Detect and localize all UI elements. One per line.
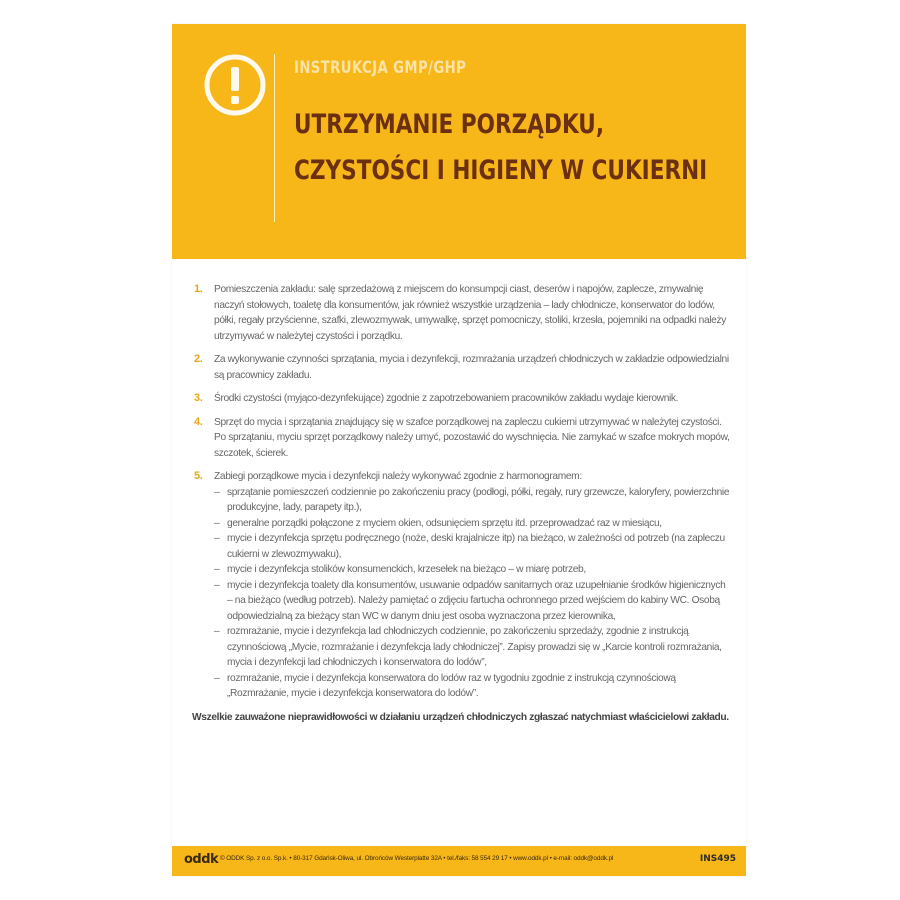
final-note: Wszelkie zauważone nieprawidłowości w działaniu urządzeń chłodniczych zgłaszać natychmiast właścicielowi zakładu.	[192, 711, 729, 723]
item-text: Środki czystości (myjąco-dezynfekujące) zgodnie z zapotrzebowaniem pracowników zakładu wydaje kierownik.	[214, 393, 679, 404]
schedule-item: – rozmrażanie, mycie i dezynfekcja lad chłodniczych codziennie, po zakończeniu sprzedaży, zgodnie z instrukcją czynnościową „Mycie, rozmrażanie i dezynfekcja lady chłodniczej”. Zapisy prowadzi się w „Karcie kontroli rozmrażania, mycia i dezynfekcji lad chłodniczych i konserwatora do lodów”,	[214, 626, 722, 668]
schedule-list	[214, 485, 732, 702]
page-title	[294, 102, 707, 194]
oddk-logo: oddk	[184, 852, 219, 867]
schedule-item: – sprzątanie pomieszczeń codziennie po zakończeniu pracy (podłogi, półki, regały, rury grzewcze, kaloryfery, powierzchnie produkcyjne, lady, parapety itp.),	[214, 486, 730, 513]
document-code: INS495	[699, 854, 736, 864]
list-item	[192, 469, 732, 702]
schedule-item: – mycie i dezynfekcja stolików konsumenckich, krzesełek na bieżąco – w miarę potrzeb,	[214, 564, 586, 575]
list-item	[192, 352, 732, 383]
item-number: 1.	[194, 283, 203, 295]
poster-footer	[172, 846, 746, 876]
item-number: 5.	[194, 470, 203, 482]
schedule-item: – generalne porządki połączone z myciem okien, odsunięciem sprzętu itd. przeprowadzać raz w miesiącu,	[214, 517, 662, 529]
item-text: Sprzęt do mycia i sprzątania znajdujący się w szafce porządkowej na zapleczu cukierni utrzymywać w należytej czystości. Po sprzątaniu, myciu sprzęt porządkowy należy umyć, pozostawić do wyschnięcia. Nie zamykać w szafce mokrych mopów, szczotek, ścierek.	[214, 416, 730, 459]
instruction-poster	[172, 24, 746, 876]
item-number: 3.	[194, 392, 203, 404]
list-item	[192, 391, 732, 407]
schedule-item: – mycie i dezynfekcja sprzętu podręcznego (noże, deski krajalnicze itp) na bieżąco, w zależności od potrzeb (na zapleczu cukierni w zlewozmywaku),	[214, 533, 725, 560]
document-type-label: INSTRUKCJA GMP/GHP	[294, 58, 467, 78]
poster-header	[172, 24, 746, 259]
schedule-item: – rozmrażanie, mycie i dezynfekcja konserwatora do lodów raz w tygodniu zgodnie z instrukcją czynnościową „Rozmrażanie, mycie i dezynfekcja konserwatora do lodów”.	[214, 672, 676, 699]
list-item	[192, 415, 732, 462]
instruction-body	[192, 282, 732, 725]
list-item	[192, 282, 732, 344]
exclamation-icon	[202, 52, 268, 118]
header-divider	[274, 54, 275, 222]
item-number: 4.	[194, 415, 203, 428]
title-line-2: CZYSTOŚCI I HIGIENY W CUKIERNI	[294, 155, 708, 186]
title-line-1: UTRZYMANIE PORZĄDKU,	[294, 109, 605, 140]
item-text: Pomieszczenia zakładu: salę sprzedażową z miejscem do konsumpcji ciast, deserów i napojów, zaplecze, zmywalnię naczyń stołowych, toaletę dla konsumentów, jak również wszystkie urządzenia – lady chłodnicze, konserwator do lodów, półki, regały przyścienne, szafki, zlewozmywak, umywalkę, sprzęt pomocniczy, stoliki, krzesła, pojemniki na odpadki należy utrzymywać w należytej czystości i porządku.	[214, 284, 726, 342]
item-number: 2.	[194, 353, 203, 365]
schedule-item: – mycie i dezynfekcja toalety dla konsumentów, usuwanie odpadów sanitarnych oraz uzupełnianie środków higienicznych – na bieżąco (według potrzeb). Należy pamiętać o zdjęciu fartucha ochronnego przed wejściem do kabiny WC. Osobą odpowiedzialną za bieżący stan WC w danym dniu jest osoba wyznaczona przez kierownika,	[214, 579, 726, 622]
item-text: Zabiegi porządkowe mycia i dezynfekcji należy wykonywać zgodnie z harmonogramem:	[214, 471, 582, 482]
publisher-info: © ODDK Sp. z o.o. Sp.k. • 80-317 Gdańsk-Oliwa, ul. Obrońców Westerplatte 32A • tel./faks: 58 554 29 17 • www.oddk.pl • e-mail: oddk@oddk.pl	[220, 855, 614, 862]
item-text: Za wykonywanie czynności sprzątania, mycia i dezynfekcji, rozmrażania urządzeń chłodniczych w zakładzie odpowiedzialni są pracownicy zakładu.	[214, 354, 729, 381]
